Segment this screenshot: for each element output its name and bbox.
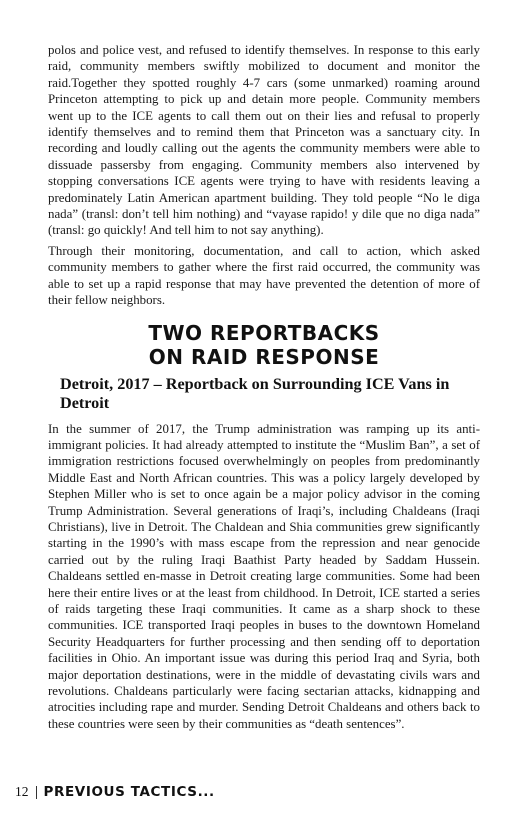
section-heading-line: ON RAID RESPONSE <box>148 344 380 369</box>
body-paragraph: polos and police vest, and refused to identify themselves. In response to this early raid, community members swiftly mobilized to document and monitor the raid.Together they spotted roughly 4-7 cars (some unmarked) roaming around Princeton attempting to pick up and detain more people. Community members went up to the ICE agents to call them out on their lies and refusal to properly identify themselves and to remind them that Princeton was a sanctuary city. In recording and loudly calling out the agents the community members were able to dissuade passersby from engaging. Community members also intervened by stopping conversations ICE agents were trying to have with residents leaving a predominately Latin American apartment building. They told people “No le diga nada” (transl: don’t tell him nothing) and “vayase rapido! y dile que no diga nada” (transl: go quickly! And tell him to not say anything). <box>48 43 480 238</box>
running-title: PREVIOUS TACTICS... <box>43 784 215 800</box>
section-heading <box>48 321 480 369</box>
section-heading-line: TWO REPORTBACKS <box>148 320 380 345</box>
body-paragraph: Through their monitoring, documentation, and call to action, which asked community members to gather where the first raid occurred, the community was able to set up a rapid response that may have prevented the detention of more of their fellow neighbors. <box>48 243 480 308</box>
subsection-heading: Detroit, 2017 – Reportback on Surrounding ICE Vans in Detroit <box>60 374 450 412</box>
page-number: 12 <box>15 784 29 799</box>
document-page <box>48 42 480 736</box>
body-paragraph: In the summer of 2017, the Trump administration was ramping up its anti-immigrant policies. It had already attempted to institute the “Muslim Ban”, a set of immigration restrictions focused overwhelmingly on peoples from predominantly Middle East and North African countries. This was a policy largely developed by Stephen Miller who is set to once again be a major policy advisor in the coming Trump Administration. Several generations of Iraqi’s, including Chaldeans (Iraqi Christians), live in Detroit. The Chaldean and Shia communities grew significantly starting in the 1990’s with mass escape from the repression and near genocide carried out by the ruling Iraqi Baathist Party headed by Saddam Hussein. Chaldeans settled en-masse in Detroit creating large communities. Some had been here their entire lives or at the least from childhood. In Detroit, ICE started a series of raids targeting these Iraqi communities. It came as a sharp shock to these communities. ICE transported Iraqi peoples in buses to the downtown Homeland Security Headquarters for further processing and then sending off to deportation facilities in Ohio. An important issue was during this period Iraq and Syria, both major deportation destinations, were in the middle of devastating civils wars and revolutions. Chaldeans particularly were facing sectarian attacks, kidnapping and atrocities including rape and murder. Sending Detroit Chaldeans and others back to these countries were seen by their communities as “death sentences”. <box>48 421 480 731</box>
footer-divider <box>36 786 37 799</box>
page-footer <box>15 782 215 802</box>
